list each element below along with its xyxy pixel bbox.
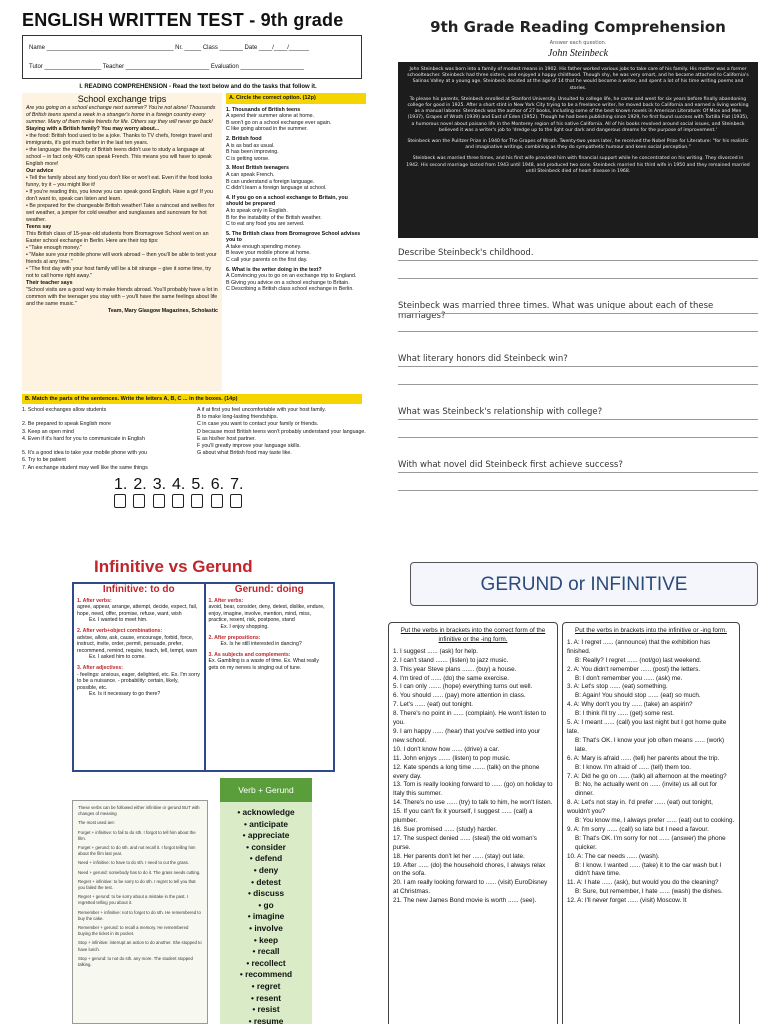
gerund-verb-item xyxy=(220,865,312,877)
gerund-verb: recommend xyxy=(245,969,293,980)
meaning-note: Forget + infinitive: to fail to do sth. I forgot to tell him about the film. xyxy=(78,829,196,841)
mc-option[interactable]: B Giving you advice on a school exchange to Britain. xyxy=(226,279,350,286)
biography-paragraph: To please his parents, Steinbeck enrolled at Stanford University. Unsuited to college life, he came and went for six years before finally abandoning college for good in 1925. After a short stint in New York City trying to be a freelance writer, he moved back to California and earned a living working as a manual laborer. Steinbeck was the author of 27 books, including some of the best known novels in American Literature: Of Mice and Men (1937), Grapes of Wrath (1939) and East of Eden (1952). Though he had been publishing since 1929, he first found success with Tortilla Flat (1935), a humorous novel about paisano life in the Monterey region of his native California. All of his books revolved around social issues, and Steinbeck believed it was a writer's job to 'dredge up to the light our dark and dangerous dreams for the purpose of improvement.' xyxy=(407,96,749,133)
rule-heading: 3. After adjectives: xyxy=(77,664,123,671)
rule-text: agree, appear, arrange, attempt, decide, expect, fail, hope, need, offer, promise, refuse, want, wish xyxy=(77,604,198,617)
biography-box xyxy=(398,62,758,238)
dialogue-line: 2. A: You didn't remember ...... (post) the letters. xyxy=(567,665,701,673)
gerund-verb-item xyxy=(220,958,312,970)
rule-text: avoid, bear, consider, deny, detest, dislike, endure, enjoy, imagine, involve, mention, mind, miss, practice, resent, risk, postpone, stand xyxy=(208,604,325,624)
mc-option[interactable]: B won't go on a school exchange ever again. xyxy=(226,119,332,126)
answer-box-number: 3. xyxy=(152,475,167,493)
gerund-verb-item xyxy=(220,807,312,819)
match-right-item: E as his/her host partner. xyxy=(197,435,256,442)
answer-box-number: 4. xyxy=(172,475,186,493)
dialogue-line: B: I don't remember you ...... (ask) me. xyxy=(575,674,683,682)
biography-paragraph: Steinbeck won the Pulitzer Prize in 1940 for The Grapes of Wrath. Twenty-two years later, he received the Nobel Prize for Literature: "for his realistic and imaginative writings, combining as they do sympathetic humour and keen social perception." xyxy=(407,139,749,151)
dialogue-line: B: That's OK. I know your job often means ...... (work) late. xyxy=(575,736,725,753)
meaning-note: Remember + gerund: to recall a memory. He remembered buying the ticket in its pocket. xyxy=(78,925,189,937)
gerund-verb-item xyxy=(220,946,312,958)
gerund-verb: imagine xyxy=(252,911,285,922)
exercise-item: 1. I suggest ...... (ask) for help. xyxy=(393,647,479,655)
gerund-verb-item xyxy=(220,900,312,912)
gerund-verb-item xyxy=(220,969,312,981)
mc-option[interactable]: B can understand a foreign language. xyxy=(226,178,315,185)
bullet-icon: • xyxy=(239,969,246,980)
reading-paragraph: Our advice xyxy=(26,168,54,174)
biography-paragraph: John Steinbeck was born into a family of modest means in 1902. His father worked various jobs to take care of his family. His mother was a former schoolteacher. Steinbeck had three sisters, and enjoyed a happy childhood. Though shy, he was very smart, and he became attached to California's Salinas Valley at a young age. Steinbeck decided at the age of 14 that he would become a writer, and spent a lot of his time writing poems and stories. xyxy=(407,67,749,91)
gerund-verb: regret xyxy=(256,980,281,991)
reading-paragraph: Are you going on a school exchange next summer? You're not alone! Thousands of British teens spend a week in a stranger's home in a foreign country every summer. Many of them make friends for life. Others say they will never go back! xyxy=(26,105,216,125)
mc-question xyxy=(226,165,366,191)
gerund-verb: detest xyxy=(256,876,281,887)
answer-box[interactable] xyxy=(133,494,145,508)
bullet-icon: • xyxy=(258,899,264,910)
bullet-icon: • xyxy=(248,1015,254,1024)
mc-question xyxy=(226,136,366,162)
mc-option[interactable]: C to eat any food you are served. xyxy=(226,221,305,228)
comprehension-question xyxy=(398,460,758,513)
reading-paragraph: • the language: the majority of British teens didn't use to study a language at school – in fact only 40% can speak French. This means you will have to speak English more! xyxy=(26,147,212,167)
rule-text: Ex. Gambling is a waste of time. Ex. What really gets on my nerves is singing out of tune. xyxy=(208,658,319,671)
question-text: What literary honors did Steinbeck win? xyxy=(398,354,568,364)
infinitive-gerund-panel xyxy=(72,554,335,1024)
answer-boxes xyxy=(114,476,374,508)
rule-example: Ex. Is he still interested in dancing? xyxy=(220,641,302,648)
answer-box-number: 5. xyxy=(191,475,205,493)
dialogue-line: 4. A: Why don't you try ...... (take) an aspirin? xyxy=(567,701,693,709)
mc-option[interactable]: C like going abroad in the summer. xyxy=(226,126,308,133)
dialogue-line: 6. A: Mary is afraid ...... (tell) her parents about the trip. xyxy=(567,754,720,762)
match-left-item: 6. Try to be patient xyxy=(22,457,66,464)
answer-line[interactable] xyxy=(398,313,758,314)
answer-line[interactable] xyxy=(398,437,758,438)
dialogue-line: 12. A: I'll never forget ...... (visit) Moscow. It xyxy=(567,897,687,905)
reading-paragraph: Their teacher says xyxy=(26,280,73,286)
comprehension-question xyxy=(398,407,758,460)
reading-comprehension-panel xyxy=(398,18,758,528)
exercise-item: 17. The suspect denied ...... (steal) the old woman's purse. xyxy=(393,834,537,851)
worksheet-instruction: Answer each question. xyxy=(549,40,607,46)
rule-heading: 3. As subjects and complements: xyxy=(208,651,291,658)
answer-line[interactable] xyxy=(398,366,758,367)
answer-box[interactable] xyxy=(114,494,126,508)
gerund-verb: recollect xyxy=(251,957,286,968)
reading-paragraph: "School visits are a good way to make friends abroad. You'll probably have a lot in common with the teenager you stay with – you'll have the same feelings about life and the same music." xyxy=(26,287,218,307)
reading-paragraph: • "Take enough money." xyxy=(26,245,82,251)
exercise-item: 9. I am happy ...... (hear) that you've settled into your new school. xyxy=(393,727,541,744)
student-info-box xyxy=(22,35,362,79)
rule-example: Ex. Is it necessary to go there? xyxy=(89,691,161,698)
bullet-icon: • xyxy=(249,922,255,933)
bullet-icon: • xyxy=(246,957,252,968)
gerund-verb: involve xyxy=(254,922,283,933)
gerund-verb: discuss xyxy=(253,888,285,899)
mc-question-stem: 1. Thousands of British teens xyxy=(226,106,301,113)
dialogue-line: B: You know me, I always prefer ...... (eat) out to cooking. xyxy=(575,817,735,825)
answer-line[interactable] xyxy=(398,260,758,261)
bullet-icon: • xyxy=(246,841,252,852)
answer-box[interactable] xyxy=(191,494,203,508)
student-info-line-2: Tutor _________________ Teacher _________________________ Evaluation ___________________ xyxy=(29,64,304,70)
reading-text xyxy=(22,93,222,391)
gerund-verb: acknowledge xyxy=(242,807,295,817)
bullet-icon: • xyxy=(251,876,257,887)
bullet-icon: • xyxy=(253,934,260,945)
dialogue-line: B: Sure, but remember, I hate ...... (wash) the dishes. xyxy=(575,888,723,896)
dialogue-line: B: No, he actually went on ...... (invite) us all out for dinner. xyxy=(575,781,718,798)
dialogue-line: 1. A: I regret ...... (announce) that the exhibition has finished. xyxy=(567,638,711,655)
exercise-1-instruction: Put the verbs in brackets into the correct form of the infinitive or the -ing form. xyxy=(400,627,546,643)
bullet-icon: • xyxy=(252,1004,258,1015)
question-text: Steinbeck was married three times. What was unique about each of these marriages? xyxy=(398,301,714,321)
bullet-icon: • xyxy=(244,818,250,829)
reading-paragraph: • Be prepared for the changeable British weather! Take a raincoat and wellies for wet weather, a jumper for cold weather and sunglasses and suncream for hot weather. xyxy=(26,203,215,223)
answer-line[interactable] xyxy=(398,331,758,332)
mc-option[interactable]: A take enough spending money. xyxy=(226,243,302,250)
match-right-item: C in case you want to contact your family or friends. xyxy=(197,421,319,428)
question-text: With what novel did Steinbeck first achieve success? xyxy=(398,460,623,470)
answer-box[interactable] xyxy=(153,494,165,508)
gerund-column xyxy=(204,584,334,770)
comprehension-question xyxy=(398,354,758,407)
meaning-note: Stop + gerund: to not do sth. any more. The student stopped talking. xyxy=(78,955,193,968)
mc-question xyxy=(226,267,366,293)
match-left-item: 2. Be prepared to speak English more xyxy=(22,421,111,428)
answer-box-group xyxy=(133,476,146,508)
rule-text: advise, allow, ask, cause, encourage, forbid, force, instruct, invite, order, permit, persuade, prefer, recommend, remind, require, teach, tell, tempt, warn xyxy=(77,634,198,654)
bullet-icon: • xyxy=(237,807,243,817)
gerund-verb: resist xyxy=(257,1004,280,1015)
match-right-item: F you'll greatly improve your language skills. xyxy=(197,443,301,450)
task-a-heading: A. Circle the correct option. (12p) xyxy=(226,93,366,104)
mc-question xyxy=(226,107,366,133)
meaning-note: These verbs can be followed either infinitive or gerund BUT with changes of meaning xyxy=(78,805,200,817)
dialogue-line: 7. A: Did he go on ...... (talk) all afternoon at the meeting? xyxy=(567,772,727,780)
multiple-choice-section xyxy=(226,93,366,391)
gerund-verb: defend xyxy=(255,853,283,864)
exercise-item: 15. If you can't fix it yourself, I suggest ...... (call) a plumber. xyxy=(393,808,533,825)
exercise-item: 8. There's no point in ...... (complain). He won't listen to you. xyxy=(393,710,547,727)
reading-paragraph: Teens say xyxy=(26,224,52,230)
exercise-item: 12. Kate spends a long time ....... (talk) on the phone every day. xyxy=(393,763,540,780)
dialogue-line: 10. A: The car needs ...... (wash). xyxy=(567,852,660,860)
bullet-icon: • xyxy=(250,992,257,1003)
reading-paragraph: • If you're reading this, you know you can speak good English. Have a go! If you don't want to, speak can listen and learn. xyxy=(26,189,213,202)
gerund-verb: anticipate xyxy=(249,818,288,829)
answer-line[interactable] xyxy=(398,384,758,385)
match-right-item: A if at first you feel uncomfortable with your host family. xyxy=(197,407,326,413)
answer-box-number: 2. xyxy=(133,475,147,493)
gerund-verb-item xyxy=(220,923,312,935)
match-left-item: 5. It's a good idea to take your mobile phone with you xyxy=(22,450,147,457)
task-b-heading: B. Match the parts of the sentences. Write the letters A, B, C ... in the boxes. (14p) xyxy=(22,394,362,404)
answer-box-group xyxy=(230,476,243,508)
match-left-item: 1. School exchanges allow students xyxy=(22,407,107,413)
answer-box[interactable] xyxy=(211,494,223,508)
match-left-item: 7. An exchange student may well like the same things xyxy=(22,464,148,471)
match-right-item: D because most British teens won't probably understand your language. xyxy=(197,428,366,435)
bullet-icon: • xyxy=(247,911,253,922)
mc-option[interactable]: C didn't learn a foreign language at school. xyxy=(226,185,327,192)
meaning-note: Need + gerund: somebody has to do it. The grass needs cutting. xyxy=(78,869,201,875)
gerund-verb-item xyxy=(220,981,312,993)
test-title: ENGLISH WRITTEN TEST - 9th grade xyxy=(22,10,344,30)
answer-box-number: 1. xyxy=(114,475,128,493)
rule-heading: 2. After verb+object combinations: xyxy=(77,627,163,634)
mc-question-stem: 6. What is the writer doing in the text? xyxy=(226,266,322,273)
gerund-verb: keep xyxy=(259,934,279,945)
meaning-note: Stop + infinitive: interrupt an action to do another. She stopped to have lunch. xyxy=(78,940,202,952)
match-left-item xyxy=(22,443,197,450)
exercise-item: 11. John enjoys ....... (listen) to pop music. xyxy=(393,754,511,762)
gerund-verb-item xyxy=(220,877,312,889)
mc-question-stem: 5. The British class from Bromsgrove School advises you to xyxy=(226,230,361,244)
exercise-column-2 xyxy=(562,622,740,1024)
gerund-verb: consider xyxy=(251,841,286,852)
exercise-item: 13. Tom is really looking forward to ...... (go) on holiday to Italy this summer. xyxy=(393,781,553,798)
exercise-item: 19. After ...... (do) the household chores, I always relax on the sofa. xyxy=(393,861,546,878)
reading-text-title: School exchange trips xyxy=(77,94,167,104)
mc-option[interactable]: A Convincing you to go on an exchange trip to England. xyxy=(226,273,357,280)
exercise-item: 20. I am really looking forward to ...... (visit) EuroDisney at Christmas. xyxy=(393,879,548,896)
rule-example: Ex. I wanted to meet him. xyxy=(89,617,148,624)
meaning-note: Regret + infinitive: to be sorry to do sth. I regret to tell you that you failed the test. xyxy=(78,878,196,891)
infinitive-column xyxy=(74,584,204,770)
mc-option[interactable]: B has been improving. xyxy=(226,149,279,156)
gerund-verb-item xyxy=(220,1016,312,1024)
mc-option[interactable]: C call your parents on the first day. xyxy=(226,257,308,264)
answer-box[interactable] xyxy=(172,494,184,508)
exercise-column-1 xyxy=(388,622,558,1024)
exercise-item: 6. You should ...... (pay) more attention in class. xyxy=(393,692,526,700)
gerund-verb: resume xyxy=(253,1015,284,1024)
mc-question xyxy=(226,195,366,228)
worksheet-title: 9th Grade Reading Comprehension xyxy=(430,18,726,36)
match-left-item xyxy=(22,414,197,421)
dialogue-line: B: I know. I'm afraid of ...... (tell) them too. xyxy=(575,763,691,771)
mc-question-stem: 2. British food xyxy=(226,135,262,142)
biography-paragraph: Steinbeck was married three times, and his first wife provided him with financial support while he concentrated on his writing. They divorced in 1942. His second marriage lasted from 1943 until 1948, and produced two sons. Steinbeck married his third wife in 1950 and they remained married until Steinbeck died of heart disease in 1968. xyxy=(406,156,750,174)
answer-box-group xyxy=(153,476,166,508)
verb-gerund-box xyxy=(220,778,312,1024)
exercise-item: 16. Sue promised ...... (study) harder. xyxy=(393,825,497,833)
answer-line[interactable] xyxy=(398,490,758,491)
answer-line[interactable] xyxy=(398,278,758,279)
answer-line[interactable] xyxy=(398,472,758,473)
question-text: What was Steinbeck's relationship with college? xyxy=(398,407,603,417)
question-text: Describe Steinbeck's childhood. xyxy=(398,248,534,258)
gerund-verb-item xyxy=(220,842,312,854)
exercise-item: 3. This year Steve plans ....... (buy) a house. xyxy=(393,665,517,673)
bullet-icon: • xyxy=(252,946,258,957)
mc-option[interactable]: A can speak French. xyxy=(226,171,275,178)
meaning-note: Need + infinitive: to have to do sth. I need to cut the grass. xyxy=(78,860,189,866)
answer-line[interactable] xyxy=(398,419,758,420)
exercise-banner: GERUND or INFINITIVE xyxy=(410,562,758,606)
rule-heading: 2. After prepositions: xyxy=(208,634,261,641)
gerund-verb-item xyxy=(220,830,312,842)
gerund-verb: resent xyxy=(256,992,282,1003)
reading-paragraph: • the food: British food used to be a joke. Thanks to TV chefs, foreign travel and immigrants, it's got much better in the last ten years. xyxy=(26,133,212,146)
exercise-item: 10. I don't know how ...... (drive) a car. xyxy=(393,745,500,753)
gerund-verb: recall xyxy=(257,946,280,957)
dialogue-line: B: Again! You should stop ...... (eat) so much. xyxy=(575,692,701,700)
dialogue-line: 9. A: I'm sorry ...... (call) so late but I need a favour. xyxy=(567,825,709,833)
verb-gerund-heading: Verb + Gerund xyxy=(220,778,312,802)
dialogue-line: 11. A: I hate ...... (ask), but would you do the cleaning? xyxy=(567,879,719,887)
gerund-infinitive-exercise-panel xyxy=(382,556,768,1024)
answer-box-group xyxy=(191,476,204,508)
question-list xyxy=(398,248,758,513)
comprehension-question xyxy=(398,248,758,301)
student-info-line-1: Name ______________________________________ Nr. _____ Class _______ Date ____/____/______ xyxy=(29,45,309,51)
exercise-item: 2. I can't stand ....... (listen) to jazz music. xyxy=(393,656,509,664)
reading-paragraph: • "The first day with your host family will be a bit strange – give it some time, try not to call home right away." xyxy=(26,266,212,279)
rule-example: Ex. I asked him to come. xyxy=(89,654,146,661)
gerund-heading: Gerund: doing xyxy=(234,584,304,595)
exercise-item: 7. Let's ...... (eat) out tonight. xyxy=(393,701,473,709)
gerund-verb-item xyxy=(220,911,312,923)
gerund-verb-item xyxy=(220,993,312,1005)
dialogue-line: 5. A: I meant ...... (call) you last night but I got home quite late. xyxy=(567,719,727,735)
author-heading: John Steinbeck xyxy=(547,48,609,59)
answer-box-number: 6. xyxy=(210,475,225,493)
meaning-change-box xyxy=(72,800,208,1024)
gerund-verb-item xyxy=(220,888,312,900)
gerund-verb-item xyxy=(220,1004,312,1016)
mc-option[interactable]: B leave your mobile phone at home. xyxy=(226,250,311,257)
rule-heading: 1. After verbs: xyxy=(208,597,244,604)
mc-question-stem: 3. Most British teenagers xyxy=(226,165,289,172)
exercise-item: 14. There's no use ...... (try) to talk to him, he won't listen. xyxy=(393,799,553,807)
match-right-item: B to make long-lasting friendships. xyxy=(197,414,278,421)
match-left-item: 4. Even if it's hard for you to communicate in English xyxy=(22,435,145,442)
match-left-item: 3. Keep an open mind xyxy=(22,428,74,435)
mc-question-stem: 4. If you go on a school exchange to Britain, you should be prepared xyxy=(226,194,348,208)
section-heading: I. READING COMPREHENSION - Read the text below and do the tasks that follow it. xyxy=(79,84,317,90)
rules-table xyxy=(72,582,335,772)
english-test-panel xyxy=(22,10,374,530)
match-right-item: G about what British food may taste like. xyxy=(197,450,292,457)
mc-option[interactable]: C Describing a British class school exchange in Berlin. xyxy=(226,286,354,293)
exercise-item: 4. I'm tired of ...... (do) the same exercise. xyxy=(393,674,509,682)
exercise-item: 21. The new James Bond movie is worth ...... (see). xyxy=(393,897,537,905)
meaning-note: Regret + gerund: to be sorry about a mistake in the past. I regretted telling you about it. xyxy=(78,894,188,906)
answer-box-group xyxy=(114,476,127,508)
bullet-icon: • xyxy=(247,888,254,899)
reading-paragraph: Staying with a British family? You may worry about... xyxy=(26,126,160,132)
reading-paragraph: This British class of 15-year-old students from Bromsgrove School went on an Easter school exchange in Berlin. Here are their top tips: xyxy=(26,231,209,244)
mc-option[interactable]: B for the instability of the British weather. xyxy=(226,214,322,221)
exercise-item: 5. I can only ....... (hope) everything turns out well. xyxy=(393,683,533,691)
reading-paragraph: • "Make sure your mobile phone will work abroad – then you'll be able to text your friends at any time." xyxy=(26,252,217,265)
meaning-note: The most used are: xyxy=(78,820,116,826)
answer-box-group xyxy=(211,476,224,508)
rule-example: Ex. I enjoy shopping. xyxy=(220,623,269,630)
mc-question xyxy=(226,231,366,264)
bullet-icon: • xyxy=(249,853,255,864)
exercise-item: 18. Her parents don't let her ...... (stay) out late. xyxy=(393,852,525,860)
gerund-verb: go xyxy=(263,899,274,910)
dialogue-line: 8. A: Let's not stay in. I'd prefer ...... (eat) out tonight, wouldn't you? xyxy=(567,799,713,816)
rule-heading: 1. After verbs: xyxy=(77,597,112,604)
dialogue-line: 3. A: Let's stop ...... (eat) something. xyxy=(567,683,668,691)
comprehension-question xyxy=(398,301,758,354)
gerund-verb: deny xyxy=(258,864,279,875)
meaning-note: Remember + infinitive: not to forget to do sth. He remembered to buy the cake. xyxy=(78,909,201,921)
reading-paragraph: Team, Mary Glasgow Magazines, Scholastic xyxy=(108,308,218,314)
matching-section xyxy=(22,407,374,472)
dialogue-line: B: I know. I wanted ...... (take) it to the car wash but I didn't have time. xyxy=(575,861,722,878)
mc-option[interactable]: C is getting worse. xyxy=(226,155,270,162)
mc-option[interactable]: A is as bad as usual. xyxy=(226,142,275,149)
infinitive-vs-gerund-title: Infinitive vs Gerund xyxy=(94,557,253,576)
meaning-note: Forget + gerund: to do sth. and not recall it. I forgot telling him about the film last year. xyxy=(78,845,196,857)
bullet-icon: • xyxy=(242,830,248,841)
bullet-icon: • xyxy=(251,980,257,991)
answer-box[interactable] xyxy=(230,494,242,508)
answer-box-group xyxy=(172,476,185,508)
infinitive-heading: Infinitive: to do xyxy=(102,584,175,595)
dialogue-line: B: That's OK. I'm sorry for not ...... (answer) the phone quicker. xyxy=(575,834,726,851)
reading-paragraph: • Tell the family about any food you don't like or won't eat. Even if the food looks funny, try it – you might like it! xyxy=(26,175,213,188)
exercise-2-instruction: Put the verbs in brackets into the infinitive or -ing form. xyxy=(575,627,727,634)
gerund-verb-item xyxy=(220,935,312,947)
dialogue-line: B: I think I'll try ...... (get) some rest. xyxy=(575,710,674,718)
dialogue-line: B: Really? I regret ...... (not/go) last weekend. xyxy=(575,656,702,664)
mc-option[interactable]: A to speak only in English. xyxy=(226,207,288,214)
gerund-verb-item xyxy=(220,819,312,831)
rule-text: - feelings: anxious, eager, delighted, etc. Ex. I'm sorry to be a nuisance. - probability: certain, likely, possible, etc. xyxy=(77,671,200,691)
mc-option[interactable]: A spend their summer alone at home. xyxy=(226,113,315,120)
gerund-verb-item xyxy=(220,853,312,865)
gerund-verb: appreciate xyxy=(247,830,290,841)
bullet-icon: • xyxy=(253,864,259,875)
answer-box-number: 7. xyxy=(230,475,244,493)
